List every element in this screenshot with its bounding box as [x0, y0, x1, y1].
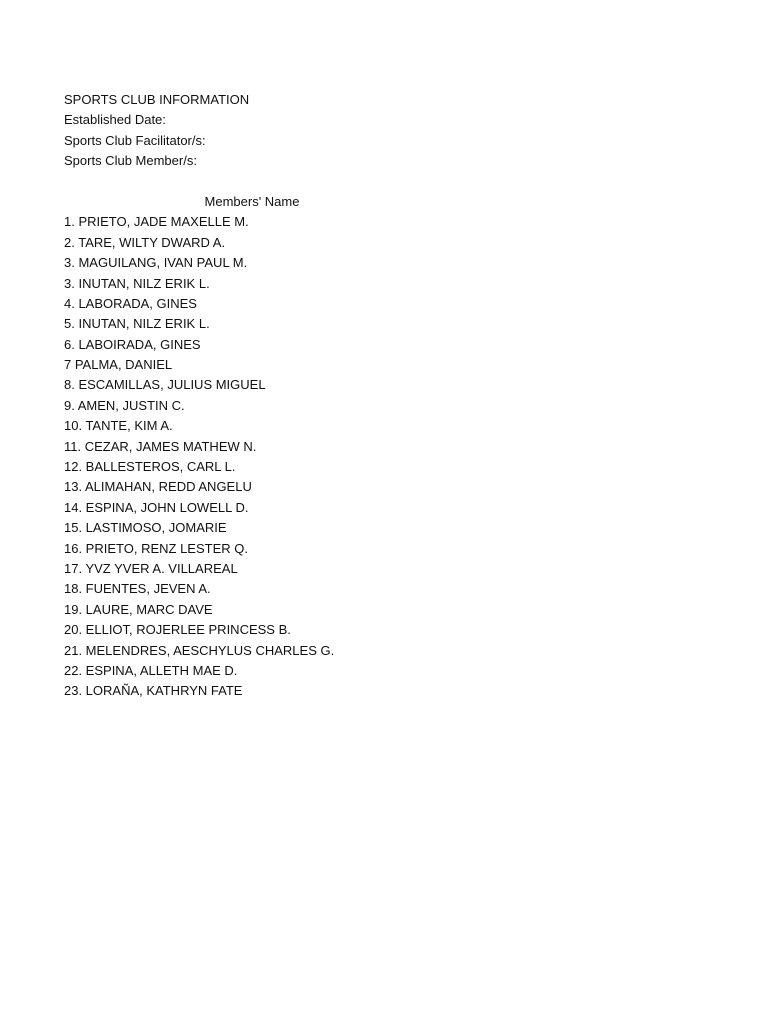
- member-row: 4. LABORADA, GINES: [64, 295, 197, 311]
- member-row: 17. YVZ YVER A. VILLAREAL: [64, 560, 238, 576]
- member-row: 9. AMEN, JUSTIN C.: [64, 397, 185, 413]
- member-row: 23. LORAÑA, KATHRYN FATE: [64, 683, 243, 699]
- member-row: 19. LAURE, MARC DAVE: [64, 601, 213, 617]
- member-row: 8. ESCAMILLAS, JULIUS MIGUEL: [64, 377, 266, 393]
- member-row: 6. LABOIRADA, GINES: [64, 336, 201, 352]
- member-row: 2. TARE, WILTY DWARD A.: [64, 234, 226, 250]
- facilitator-label: Sports Club Facilitator/s:: [64, 132, 206, 148]
- document-title: SPORTS CLUB INFORMATION: [64, 92, 250, 107]
- blank-row: [64, 172, 704, 192]
- member-row: 16. PRIETO, RENZ LESTER Q.: [64, 540, 248, 556]
- member-row: 14. ESPINA, JOHN LOWELL D.: [64, 499, 249, 515]
- member-row: 3. MAGUILANG, IVAN PAUL M.: [64, 255, 248, 271]
- member-row: 3. INUTAN, NILZ ERIK L.: [64, 275, 210, 291]
- member-row: 5. INUTAN, NILZ ERIK L.: [64, 316, 210, 332]
- members-label: Sports Club Member/s:: [64, 153, 197, 169]
- member-row: 10. TANTE, KIM A.: [64, 418, 173, 434]
- member-row: 1. PRIETO, JADE MAXELLE M.: [64, 214, 249, 230]
- member-row: 7 PALMA, DANIEL: [64, 357, 173, 373]
- member-row: 18. FUENTES, JEVEN A.: [64, 581, 211, 597]
- member-row: 21. MELENDRES, AESCHYLUS CHARLES G.: [64, 642, 335, 658]
- established-date-label: Established Date:: [64, 112, 166, 128]
- member-row: 12. BALLESTEROS, CARL L.: [64, 459, 236, 475]
- document-content: [64, 90, 704, 702]
- member-row: 15. LASTIMOSO, JOMARIE: [64, 520, 227, 536]
- members-list: [64, 212, 704, 701]
- member-row: 13. ALIMAHAN, REDD ANGELU: [64, 479, 252, 495]
- member-row: 11. CEZAR, JAMES MATHEW N.: [64, 438, 257, 454]
- member-row: 22. ESPINA, ALLETH MAE D.: [64, 662, 238, 678]
- member-row: 20. ELLIOT, ROJERLEE PRINCESS B.: [64, 622, 291, 638]
- members-name-column-header: Members' Name: [204, 193, 300, 209]
